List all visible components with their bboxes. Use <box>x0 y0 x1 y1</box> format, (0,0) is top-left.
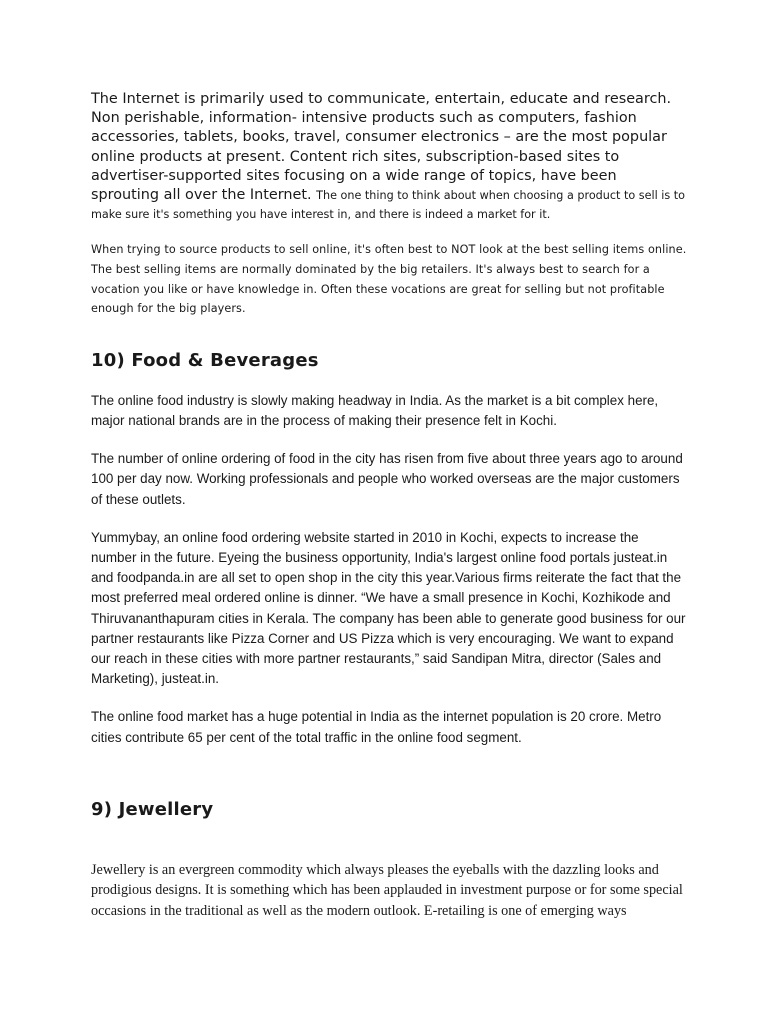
food-beverages-heading: 10) Food & Beverages <box>91 349 319 371</box>
document-page <box>91 90 687 921</box>
food-paragraph-2: The number of online ordering of food in the city has risen from five about three years ago to around 100 per day now. Working professionals and people who worked overseas are the major customers of these outlets. <box>91 451 683 507</box>
jewellery-paragraph: Jewellery is an evergreen commodity which always pleases the eyeballs with the dazzling looks and prodigious designs. It is something which has been applauded in investment purpose or for some special occasions in the traditional as well as the modern outlook. E-retailing is one of emerging ways <box>91 861 683 919</box>
intro-paragraph <box>91 90 687 224</box>
sourcing-paragraph: When trying to source products to sell online, it's often best to NOT look at the best selling items online. The best selling items are normally dominated by the big retailers. It's always best to search for a vocation you like or have knowledge in. Often these vocations are great for selling but not profitable enough for the big players. <box>91 243 687 316</box>
jewellery-heading: 9) Jewellery <box>91 798 214 820</box>
intro-small-text: The one thing to think about when choosing a product to sell is to make sure it's something you have interest in, and there is indeed a market for it. <box>91 189 685 222</box>
food-paragraph-3: Yummybay, an online food ordering website started in 2010 in Kochi, expects to increase the number in the future. Eyeing the business opportunity, India's largest online food portals justeat.in and foodpanda.in are all set to open shop in the city this year.Various firms reiterate the fact that the most preferred meal ordered online is dinner. “We have a small presence in Kochi, Kozhikode and Thiruvananthapuram cities in Kerala. The company has been able to generate good business for our partner restaurants like Pizza Corner and US Pizza which is very encouraging. We want to expand our reach in these cities with more partner restaurants,” said Sandipan Mitra, director (Sales and Marketing), justeat.in. <box>91 529 686 687</box>
food-paragraph-4: The online food market has a huge potential in India as the internet population is 20 crore. Metro cities contribute 65 per cent of the total traffic in the online food segment. <box>91 709 662 745</box>
intro-large-text: The Internet is primarily used to communicate, entertain, educate and research. Non perishable, information- intensive products such as computers, fashion accessories, tablets, books, travel, consumer electronics – are the most popular online products at present. Content rich sites, subscription-based sites to advertiser-supported sites focusing on a wide range of topics, have been sprouting all over the Internet. <box>91 91 672 204</box>
food-paragraph-1: The online food industry is slowly making headway in India. As the market is a bit complex here, major national brands are in the process of making their presence felt in Kochi. <box>91 392 659 428</box>
